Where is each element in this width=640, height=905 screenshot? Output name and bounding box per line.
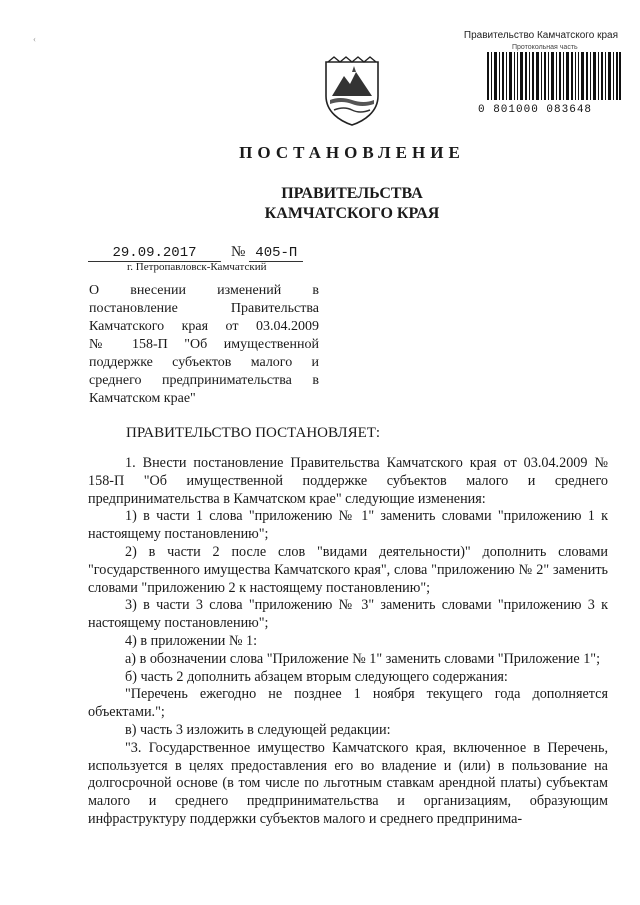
subject-line: постановление Правительства xyxy=(89,301,319,316)
document-type-title: ПОСТАНОВЛЕНИЕ xyxy=(239,143,465,162)
barcode-icon xyxy=(487,52,621,100)
stamp-subtitle: Протокольная часть xyxy=(512,44,578,51)
body-paragraph: 1. Внести постановление Правительства Камчатского края от 03.04.2009 № 158-П "Об имущественной поддержке субъектов малого и среднего предпринимательства в Камчатском крае" следующие изменения: xyxy=(88,455,608,507)
number-sign: № xyxy=(231,244,246,260)
subject-line: Камчатском крае" xyxy=(89,391,196,406)
body-paragraph: а) в обозначении слова "Приложение № 1" заменить словами "Приложение 1"; xyxy=(125,650,601,667)
kamchatka-coat-of-arms-icon xyxy=(322,56,382,126)
document-number: 405-П xyxy=(249,245,303,262)
registration-stamp: Правительство Камчатского края xyxy=(463,30,618,41)
document-body xyxy=(88,455,608,829)
body-paragraph: "Перечень ежегодно не позднее 1 ноября текущего года дополняется объектами."; xyxy=(88,686,608,721)
place-of-issue: г. Петропавловск-Камчатский xyxy=(127,261,267,273)
body-paragraph: 4) в приложении № 1: xyxy=(125,632,258,649)
decree-heading: ПРАВИТЕЛЬСТВО ПОСТАНОВЛЯЕТ: xyxy=(126,425,381,441)
subject-block xyxy=(89,282,319,408)
subject-line: Камчатского края от 03.04.2009 xyxy=(89,319,319,334)
subject-line: среднего предпринимательства в xyxy=(89,373,319,388)
barcode-number: 0 801000 083648 xyxy=(478,104,593,116)
body-paragraph: 1) в части 1 слова "приложению № 1" заменить словами "приложению 1 к настоящему постановлению"; xyxy=(88,508,608,543)
body-paragraph: "3. Государственное имущество Камчатского края, включенное в Перечень, используется в целях предоставления его во владение и (или) в пользование на долгосрочной основе (в том числе по льготным ставкам арендной платы) субъектам малого и среднего предпринимательства и организациям, образующим инфраструктуру поддержки субъектов малого и среднего предпринима- xyxy=(88,739,608,827)
body-paragraph: в) часть 3 изложить в следующей редакции: xyxy=(125,721,391,738)
document-date: 29.09.2017 xyxy=(88,245,221,262)
issuer-line-2: КАМЧАТСКОГО КРАЯ xyxy=(264,205,440,222)
body-paragraph: б) часть 2 дополнить абзацем вторым следующего содержания: xyxy=(125,668,508,685)
margin-mark: ‹ xyxy=(33,34,36,44)
date-number-line xyxy=(88,244,303,262)
issuer-heading xyxy=(0,184,640,224)
subject-line: поддержке субъектов малого и xyxy=(89,355,319,370)
issuer-line-1: ПРАВИТЕЛЬСТВА xyxy=(281,185,423,202)
body-paragraph: 2) в части 2 после слов "видами деятельности)" дополнить словами "государственного имущества Камчатского края", слова "приложению № 2" заменить словами "приложению 2 к настоящему постановлению"; xyxy=(88,543,608,596)
body-paragraph: 3) в части 3 слова "приложению № 3" заменить словами "приложению 3 к настоящему постановлению"; xyxy=(88,597,608,632)
subject-line: О внесении изменений в xyxy=(89,283,319,298)
subject-line: № 158-П "Об имущественной xyxy=(89,337,319,352)
